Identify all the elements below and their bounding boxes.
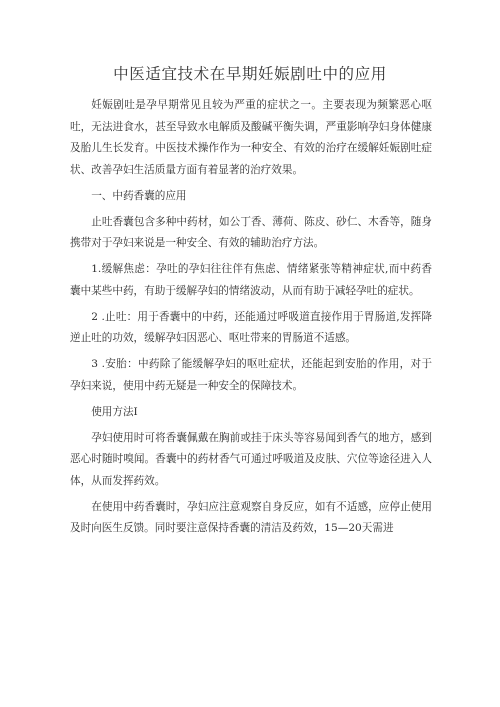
paragraph-usage-precautions: 在使用中药香囊时，孕妇应注意观察自身反应，如有不适感，应停止使用及时向医生反馈。同时要注意保持香囊的清洁及药效，15—20天需进	[70, 500, 432, 534]
subheading-usage: 使用方法I	[91, 405, 138, 418]
paragraph-usage-method: 孕妇使用时可将香囊佩戴在胸前或挂于床头等容易闻到香气的地方，感到恶心时随时嗅闻。香囊中的药材香气可通过呼吸道及皮肤、穴位等途径进入人体，从而发挥药效。	[70, 431, 432, 487]
section-heading-sachet: 一、中药香囊的应用	[91, 189, 187, 202]
paragraph-prevent-miscarriage: 3 .安胎：中药除了能缓解孕妇的呕吐症状，还能起到安胎的作用，对于孕妇来说，使用中药无疑是一种安全的保障技术。	[70, 358, 432, 392]
paragraph-relieve-anxiety: 1.缓解焦虑：孕吐的孕妇往往伴有焦虑、情绪紧张等精神症状,而中药香囊中某些中药，有助于缓解孕妇的情绪波动，从而有助于减轻孕吐的症状。	[70, 263, 432, 297]
document-title: 中医适宜技术在早期妊娠剧吐中的应用	[113, 65, 387, 83]
document-body	[70, 95, 432, 544]
paragraph-sachet-overview: 止吐香囊包含多种中药材，如公丁香、薄荷、陈皮、砂仁、木香等，随身携带对于孕妇来说是一种安全、有效的辅助治疗方法。	[70, 215, 432, 249]
paragraph-intro: 妊娠剧吐是孕早期常见且较为严重的症状之一。主要表现为频繁恶心呕吐，无法进食水，甚至导致水电解质及酸碱平衡失调，严重影响孕妇身体健康及胎儿生长发育。中医技术操作作为一种安全、有效的治疗在缓解妊娠剧吐症状、改善孕妇生活质量方面有着显著的治疗效果。	[70, 99, 432, 176]
paragraph-antiemetic: 2 .止吐：用于香囊中的中药，还能通过呼吸道直接作用于胃肠道,发挥降逆止吐的功效，缓解孕妇因恶心、呕吐带来的胃肠道不适感。	[70, 310, 432, 344]
